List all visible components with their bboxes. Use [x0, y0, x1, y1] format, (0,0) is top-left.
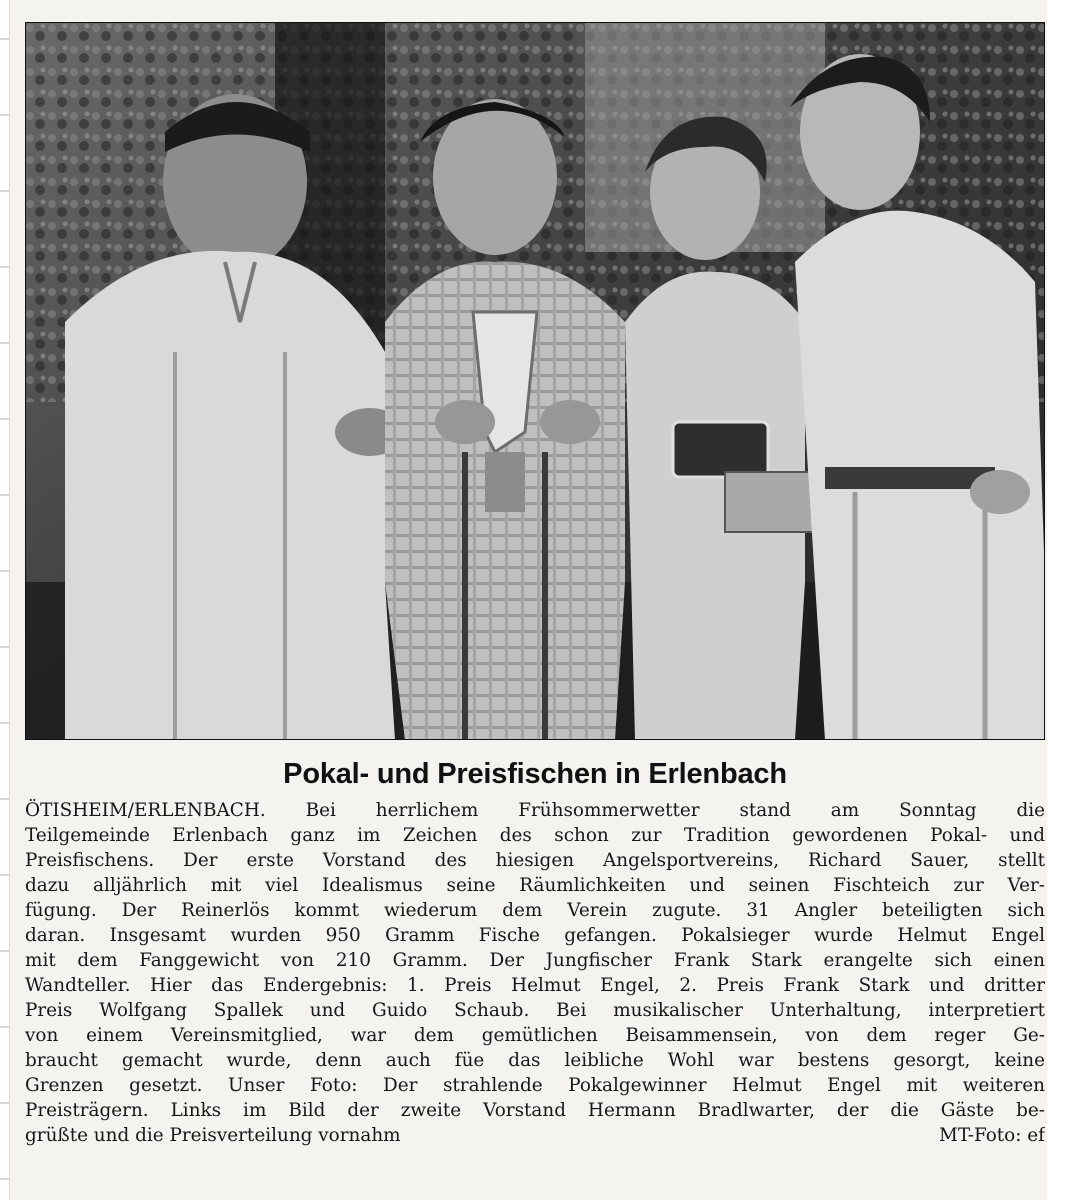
article-line-9: Preis Wolfgang Spallek und Guido Schaub. Bei musikalischer Unterhaltung, interpretiert	[25, 1000, 1045, 1021]
paper-edge-right	[1047, 0, 1075, 1200]
article-body	[25, 798, 1045, 1148]
article-line-11: braucht gemacht wurde, denn auch füe das leibliche Wohl war bestens gesorgt, keine	[25, 1050, 1045, 1071]
article-line-7: mit dem Fanggewicht von 210 Gramm. Der Jungfischer Frank Stark erangelte sich einen	[25, 950, 1045, 971]
article-line-10: von einem Vereinsmitglied, war dem gemütlichen Beisammensein, von dem reger Ge-	[25, 1025, 1045, 1046]
article-line-6: daran. Insgesamt wurden 950 Gramm Fische gefangen. Pokalsieger wurde Helmut Engel	[25, 925, 1045, 946]
article-headline: Pokal- und Preisfischen in Erlenbach	[283, 758, 787, 790]
news-photo	[25, 22, 1045, 740]
paper-edge-left	[0, 0, 10, 1200]
article-line-8: Wandteller. Hier das Endergebnis: 1. Preis Helmut Engel, 2. Preis Frank Stark und dritter	[25, 975, 1045, 996]
article-line-12: Grenzen gesetzt. Unser Foto: Der strahlende Pokalgewinner Helmut Engel mit weiteren	[25, 1075, 1045, 1096]
article-line-2: Teilgemeinde Erlenbach ganz im Zeichen des schon zur Tradition gewordenen Pokal- und	[25, 825, 1045, 846]
article-line-4: dazu alljährlich mit viel Idealismus seine Räumlichkeiten und seinen Fischteich zur Ver-	[25, 875, 1045, 896]
photo-credit: MT-Foto: ef	[939, 1125, 1045, 1146]
article-line-1: ÖTISHEIM/ERLENBACH. Bei herrlichem Frühsommerwetter stand am Sonntag die	[25, 800, 1045, 821]
article-line-14: grüßte und die Preisverteilung vornahm	[25, 1125, 401, 1146]
article-last-line-row	[25, 1123, 1045, 1148]
article-line-5: fügung. Der Reinerlös kommt wiederum dem Verein zugute. 31 Angler beteiligten sich	[25, 900, 1045, 921]
article-line-3: Preisfischens. Der erste Vorstand des hiesigen Angelsportvereins, Richard Sauer, stellt	[25, 850, 1045, 871]
news-photo-drawing	[25, 22, 1045, 740]
article-line-13: Preisträgern. Links im Bild der zweite Vorstand Hermann Bradlwarter, der die Gäste be-	[25, 1100, 1045, 1121]
